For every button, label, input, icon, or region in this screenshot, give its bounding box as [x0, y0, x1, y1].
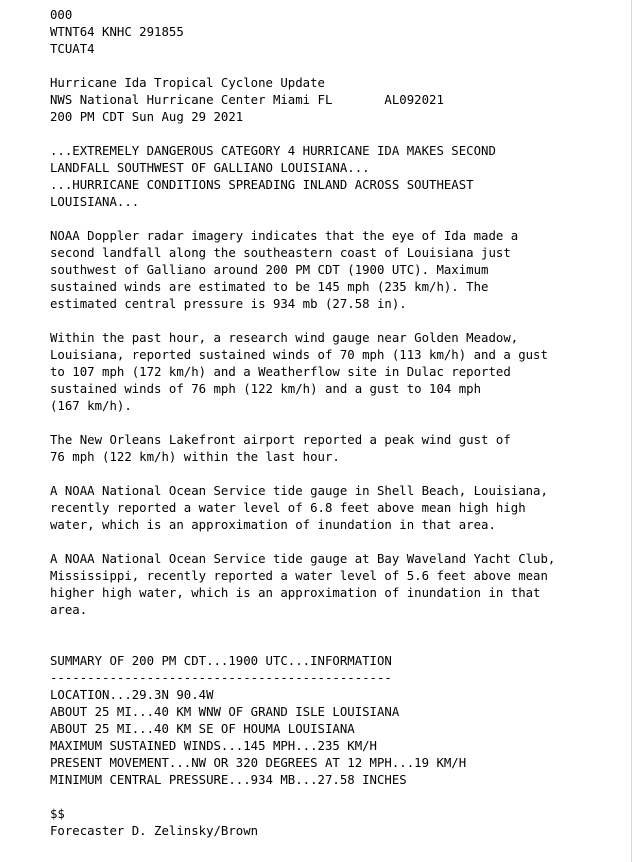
bulletin-line: (167 km/h). — [50, 399, 132, 413]
bulletin-line: The New Orleans Lakefront airport reported a peak wind gust of — [50, 433, 511, 447]
bulletin-line: LOUISIANA... — [50, 195, 140, 209]
bulletin-line: second landfall along the southeastern coast of Louisiana just — [50, 246, 511, 260]
bulletin-line: 000 — [50, 8, 73, 22]
bulletin-line: LANDFALL SOUTHWEST OF GALLIANO LOUISIANA... — [50, 161, 370, 175]
bulletin-line: 76 mph (122 km/h) within the last hour. — [50, 450, 340, 464]
bulletin-line: southwest of Galliano around 200 PM CDT (1900 UTC). Maximum — [50, 263, 489, 277]
bulletin-line: WTNT64 KNHC 291855 — [50, 25, 184, 39]
bulletin-line: Forecaster D. Zelinsky/Brown — [50, 824, 259, 838]
bulletin-line: ...EXTREMELY DANGEROUS CATEGORY 4 HURRICANE IDA MAKES SECOND — [50, 144, 496, 158]
bulletin-line: 200 PM CDT Sun Aug 29 2021 — [50, 110, 244, 124]
bulletin-line: SUMMARY OF 200 PM CDT...1900 UTC...INFORMATION — [50, 654, 392, 668]
bulletin-line: NOAA Doppler radar imagery indicates that the eye of Ida made a — [50, 229, 519, 243]
bulletin-line: ABOUT 25 MI...40 KM SE OF HOUMA LOUISIANA — [50, 722, 355, 736]
bulletin-line: to 107 mph (172 km/h) and a Weatherflow site in Dulac reported — [50, 365, 511, 379]
bulletin-line: Hurricane Ida Tropical Cyclone Update — [50, 76, 325, 90]
bulletin-line: ---------------------------------------------- — [50, 671, 392, 685]
bulletin-line: estimated central pressure is 934 mb (27.58 in). — [50, 297, 407, 311]
bulletin-line: PRESENT MOVEMENT...NW OR 320 DEGREES AT 12 MPH...19 KM/H — [50, 756, 467, 770]
bulletin-line: LOCATION...29.3N 90.4W — [50, 688, 214, 702]
tropical-cyclone-update-text — [50, 7, 555, 840]
bulletin-line: area. — [50, 603, 88, 617]
bulletin-line: TCUAT4 — [50, 42, 95, 56]
bulletin-line: Within the past hour, a research wind gauge near Golden Meadow, — [50, 331, 519, 345]
bulletin-line: ...HURRICANE CONDITIONS SPREADING INLAND ACROSS SOUTHEAST — [50, 178, 474, 192]
bulletin-line: water, which is an approximation of inundation in that area. — [50, 518, 496, 532]
bulletin-line: $$ — [50, 807, 65, 821]
bulletin-line: MAXIMUM SUSTAINED WINDS...145 MPH...235 KM/H — [50, 739, 377, 753]
bulletin-line: higher high water, which is an approximation of inundation in that — [50, 586, 541, 600]
bulletin-line: A NOAA National Ocean Service tide gauge at Bay Waveland Yacht Club, — [50, 552, 556, 566]
bulletin-line: ABOUT 25 MI...40 KM WNW OF GRAND ISLE LOUISIANA — [50, 705, 400, 719]
bulletin-line: Louisiana, reported sustained winds of 70 mph (113 km/h) and a gust — [50, 348, 548, 362]
bulletin-line: NWS National Hurricane Center Miami FL AL092021 — [50, 93, 444, 107]
bulletin-line: sustained winds are estimated to be 145 mph (235 km/h). The — [50, 280, 489, 294]
bulletin-line: MINIMUM CENTRAL PRESSURE...934 MB...27.58 INCHES — [50, 773, 407, 787]
bulletin-line: sustained winds of 76 mph (122 km/h) and a gust to 104 mph — [50, 382, 482, 396]
bulletin-line: Mississippi, recently reported a water level of 5.6 feet above mean — [50, 569, 548, 583]
bulletin-line: recently reported a water level of 6.8 feet above mean high high — [50, 501, 526, 515]
bulletin-line: A NOAA National Ocean Service tide gauge in Shell Beach, Louisiana, — [50, 484, 548, 498]
